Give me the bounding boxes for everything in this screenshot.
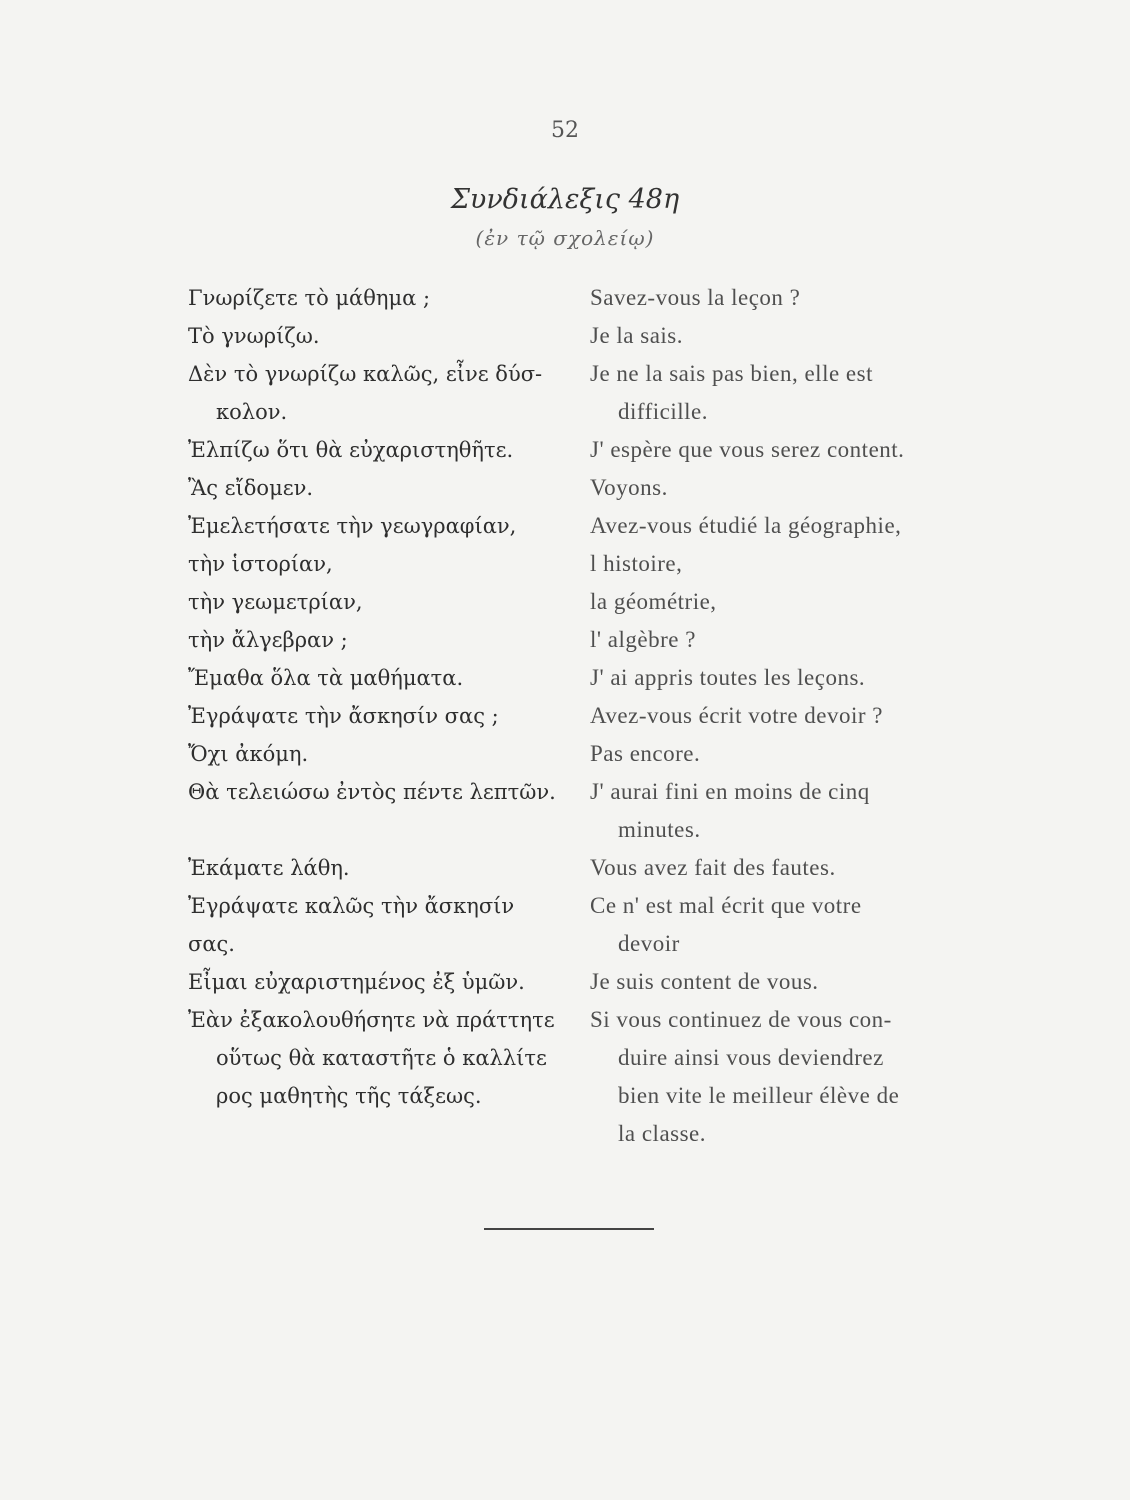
french-line: Savez-vous la leçon ? (590, 285, 801, 310)
greek-line: Ἐὰν ἐξακολουθήσητε νὰ πράττητε (188, 1008, 555, 1032)
page-number: 52 (551, 118, 579, 143)
greek-line: κολον. (216, 400, 288, 424)
french-line: l histoire, (590, 551, 683, 576)
greek-line: Ἂς εἴδομεν. (188, 476, 314, 500)
french-line: Pas encore. (590, 741, 701, 766)
greek-line: Ὄχι ἀκόμη. (188, 742, 309, 766)
french-line: J' espère que vous serez content. (590, 437, 905, 462)
greek-line: Ἔμαθα ὅλα τὰ μαθήματα. (188, 666, 464, 690)
french-line: l' algèbre ? (590, 627, 696, 652)
french-line: difficille. (618, 399, 709, 424)
greek-line: Εἶμαι εὐχαριστημένος ἐξ ὑμῶν. (188, 970, 525, 994)
french-line: Je suis content de vous. (590, 969, 819, 994)
french-line: Je ne la sais pas bien, elle est (590, 361, 873, 386)
french-line: la classe. (618, 1121, 707, 1146)
french-line: duire ainsi vous deviendrez (618, 1045, 884, 1070)
greek-line: Θὰ τελειώσω ἐντὸς πέντε λεπτῶν. (188, 780, 556, 804)
greek-line: Ἐλπίζω ὅτι θὰ εὐχαριστηθῆτε. (188, 438, 514, 462)
greek-line: Ἐκάματε λάθη. (188, 856, 350, 880)
french-line: Si vous continuez de vous con- (590, 1007, 892, 1032)
greek-line: Ἐγράψατε καλῶς τὴν ἄσκησίν (188, 894, 515, 918)
dialogue-title: Συνδιάλεξις 48η (450, 184, 680, 215)
section-divider (484, 1228, 654, 1230)
greek-line: Γνωρίζετε τὸ μάθημα ; (188, 286, 431, 310)
french-line: Je la sais. (590, 323, 684, 348)
greek-line: σας. (188, 932, 235, 956)
greek-line: Τὸ γνωρίζω. (188, 324, 320, 348)
french-line: Avez-vous écrit votre devoir ? (590, 703, 884, 728)
greek-line: Ἐγράψατε τὴν ἄσκησίν σας ; (188, 704, 499, 728)
french-line: bien vite le meilleur élève de (618, 1083, 900, 1108)
greek-line: τὴν γεωμετρίαν, (188, 590, 363, 614)
dialogue-subtitle: (ἐν τῷ σχολείῳ) (475, 226, 655, 250)
french-line: J' aurai fini en moins de cinq (590, 779, 870, 804)
french-line: Avez-vous étudié la géographie, (590, 513, 902, 538)
greek-line: τὴν ἱστορίαν, (188, 552, 333, 576)
greek-line: τὴν ἄλγεβραν ; (188, 628, 348, 652)
french-line: Voyons. (590, 475, 668, 500)
greek-line: ρος μαθητὴς τῆς τάξεως. (216, 1084, 482, 1108)
french-line: J' ai appris toutes les leçons. (590, 665, 866, 690)
french-line: Vous avez fait des fautes. (590, 855, 836, 880)
french-line: la géométrie, (590, 589, 717, 614)
french-line: minutes. (618, 817, 701, 842)
french-line: Ce n' est mal écrit que votre (590, 893, 862, 918)
greek-line: Ἐμελετήσατε τὴν γεωγραφίαν, (188, 514, 517, 538)
french-line: devoir (618, 931, 680, 956)
greek-line: Δὲν τὸ γνωρίζω καλῶς, εἶνε δύσ- (188, 362, 543, 386)
greek-line: οὕτως θὰ καταστῆτε ὁ καλλίτε (216, 1046, 547, 1070)
